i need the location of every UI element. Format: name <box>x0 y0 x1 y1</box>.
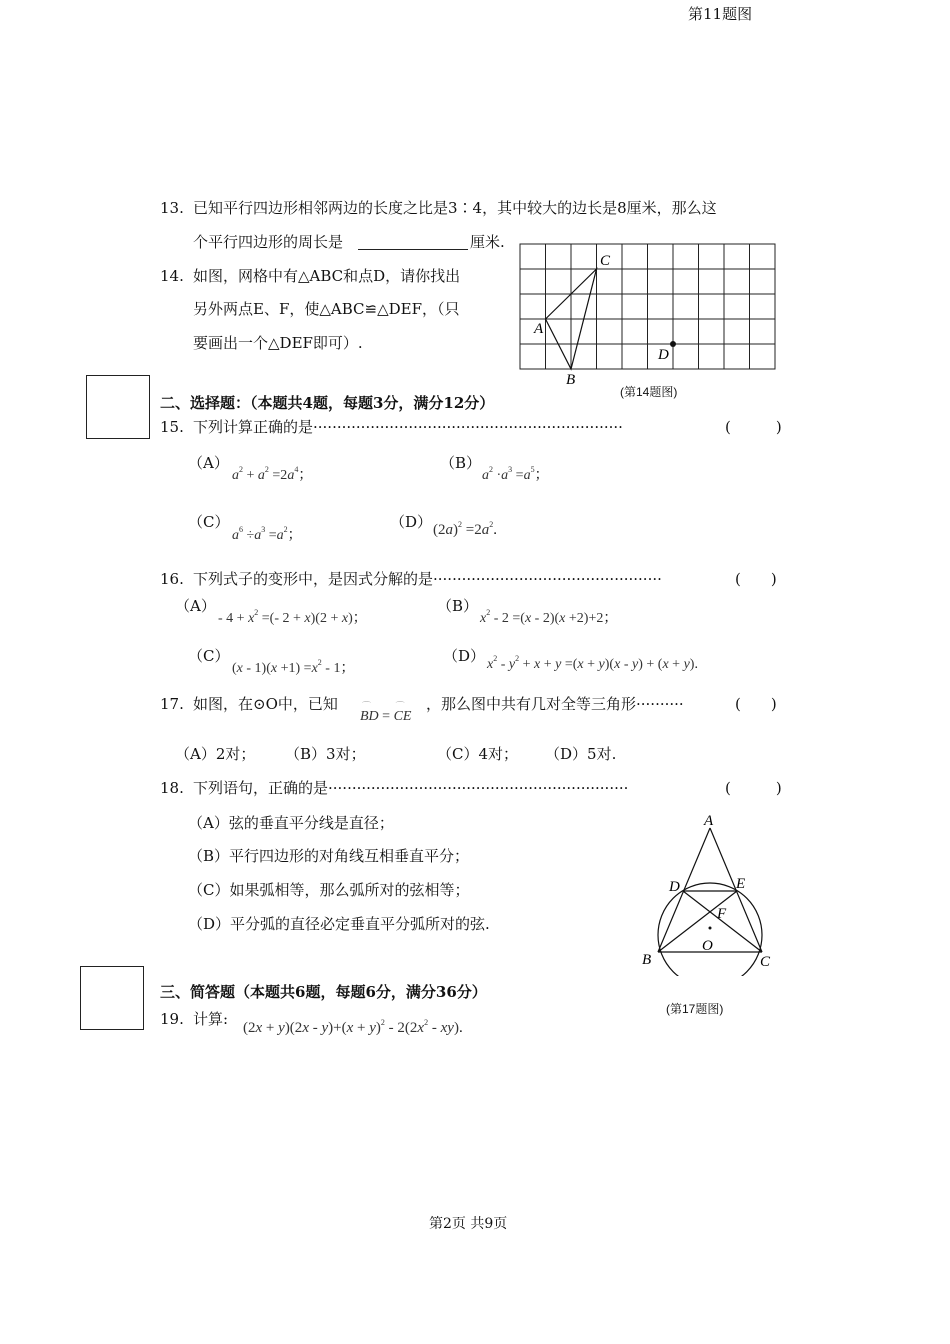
option-c-formula: $a^6 \div a^3 =a^2$； <box>232 525 302 543</box>
option-c: （C）如果弧相等，那么弧所对的弦相等； <box>188 881 470 899</box>
answer-paren[interactable]: ( ) <box>735 570 777 588</box>
figure-11-caption: 第11题图 <box>688 5 753 23</box>
label-c: C <box>600 253 611 269</box>
option-b: （B）平行四边形的对角线互相垂直平分； <box>188 847 470 865</box>
option-b: （B）3对； <box>285 745 366 763</box>
option-d-formula: $(2a)^2 =2a^2$. <box>433 520 497 538</box>
answer-paren[interactable]: ( ) <box>725 779 782 797</box>
section-3-title: 三、简答题（本题共6题，每题6分，满分36分） <box>160 983 487 1001</box>
point-d <box>670 341 676 347</box>
question-text: 如图，在⊙O中，已知 <box>193 695 338 713</box>
question-number: 15. <box>160 418 184 436</box>
section-2-title: 二、选择题：（本题共4题，每题3分，满分12分） <box>160 394 495 412</box>
question-text: 下列语句，正确的是······························································· <box>193 779 629 797</box>
option-b-label: （B） <box>440 454 482 472</box>
score-box <box>80 966 144 1030</box>
option-a-formula: $a^2 + a^2 =2a^4$； <box>232 465 313 483</box>
figure-17-caption: (第17题图) <box>666 1002 724 1016</box>
question-number: 14. <box>160 267 184 285</box>
question-text: 要画出一个△DEF即可）. <box>193 334 363 352</box>
question-text: 计算: <box>193 1010 229 1028</box>
label-c: C <box>760 954 771 970</box>
answer-paren[interactable]: ( ) <box>735 695 777 713</box>
label-o: O <box>702 938 713 954</box>
arc-equation: ⌒ BD = ⌒ CE <box>360 701 412 724</box>
option-b-label: （B） <box>437 597 479 615</box>
question-text: 下列计算正确的是································································· <box>193 418 623 436</box>
label-a: A <box>534 321 544 337</box>
option-d: （D）平分弧的直径必定垂直平分弧所对的弦. <box>188 915 490 933</box>
question-number: 17. <box>160 695 184 713</box>
answer-blank[interactable] <box>358 249 468 250</box>
center-o <box>709 927 712 930</box>
line-ab <box>658 828 710 952</box>
question-number: 18. <box>160 779 184 797</box>
label-d: D <box>658 347 669 363</box>
label-e: E <box>736 876 746 892</box>
label-f: F <box>717 906 727 922</box>
score-box <box>86 375 150 439</box>
label-a: A <box>704 813 714 829</box>
question-text: 下列式子的变形中，是因式分解的是················································ <box>193 570 662 588</box>
question-number: 19. <box>160 1010 184 1028</box>
answer-paren[interactable]: ( ) <box>725 418 782 436</box>
q19-expression: $(2x + y)(2x - y)+(x + y)^2 - 2(2x^2 - xy)$. <box>243 1018 463 1036</box>
grid-figure-14 <box>515 238 785 400</box>
question-text: 厘米. <box>470 233 505 251</box>
option-a-formula: - $4 + x^2$ =(- 2 + x)(2 + x)； <box>218 608 367 626</box>
option-b-formula: $a^2 \cdot a^3 =a^5$； <box>482 465 549 483</box>
option-a-label: （A） <box>188 454 229 472</box>
figure-14-caption: (第14题图) <box>620 385 678 399</box>
option-a: （A）弦的垂直平分线是直径； <box>188 814 394 832</box>
option-d-formula: $x^2 - y^2 + x + y =(x + y)(x - y) + (x + y)$. <box>487 654 698 672</box>
option-d-label: （D） <box>443 647 486 665</box>
question-text: 已知平行四边形相邻两边的长度之比是3∶4，其中较大的边长是8厘米，那么这 <box>193 199 717 217</box>
label-b: B <box>566 372 576 388</box>
question-text: 另外两点E、F，使△ABC≌△DEF，（只 <box>193 300 460 318</box>
circle-figure-17 <box>635 808 790 976</box>
option-a-label: （A） <box>175 597 216 615</box>
question-text: 如图，网格中有△ABC和点D，请你找出 <box>193 267 461 285</box>
option-d-label: （D） <box>390 513 433 531</box>
option-c-label: （C） <box>188 647 230 665</box>
label-d: D <box>669 879 680 895</box>
question-text: ，那么图中共有几对全等三角形·········· <box>426 695 684 713</box>
page-footer: 第2页 共9页 <box>429 1216 508 1232</box>
option-d: （D）5对. <box>545 745 617 763</box>
option-a: （A）2对； <box>175 745 256 763</box>
question-number: 13. <box>160 199 184 217</box>
option-b-formula: $x^2 - 2 =(x - 2)(x +2)+2$； <box>480 608 618 626</box>
question-number: 16. <box>160 570 184 588</box>
option-c-label: （C） <box>188 513 230 531</box>
option-c-formula: $(x - 1)(x +1) =x^2 - 1$； <box>232 658 355 676</box>
question-text: 个平行四边形的周长是 <box>193 233 344 251</box>
option-c: （C）4对； <box>437 745 519 763</box>
label-b: B <box>642 952 652 968</box>
